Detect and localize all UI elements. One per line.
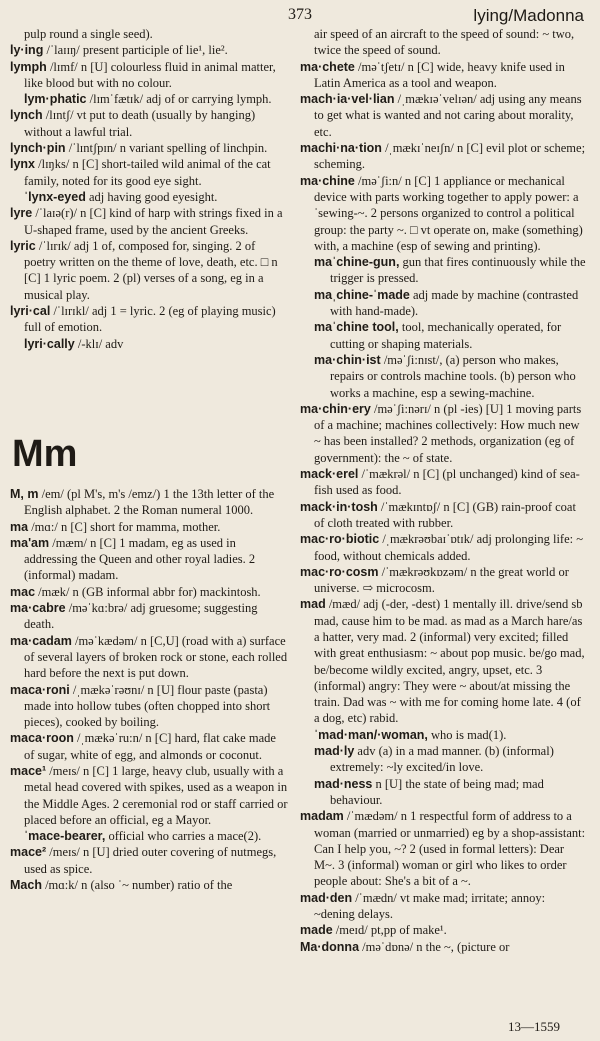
entry-definition: /meɪs/ n [C] 1 large, heavy club, usually with a metal head covered with spikes, used as a weapon in the Middle Ages. 2 ceremonial rod or staff carried or placed before an official, eg a Mayor. [24, 763, 288, 827]
entry-headword: lymph [10, 59, 47, 74]
dictionary-entry [10, 107, 288, 140]
entry-definition: /-klɪ/ adv [77, 336, 124, 351]
dictionary-entry [300, 352, 586, 401]
dictionary-entry [10, 535, 288, 584]
entry-headword: ma·chine [300, 173, 355, 188]
entry-definition: /ˈmækrəʊkɒzəm/ n the great world or universe. ⇨ microcosm. [314, 564, 569, 596]
dictionary-entry [10, 59, 288, 92]
entry-headword: mad [300, 597, 326, 612]
entry-definition: /mæk/ n (GB informal abbr for) mackintosh. [38, 584, 261, 599]
entry-headword: madam [300, 809, 344, 824]
dictionary-entry [10, 682, 288, 731]
entry-definition: /ˈlɪrɪkl/ adj 1 = lyric. 2 (eg of playing music) full of emotion. [24, 304, 276, 335]
entry-definition: /məˈʃi:nərɪ/ n (pl -ies) [U] 1 moving parts of a machine; machines collectively: How much new ~ has been installed? 2 methods, organization (eg of government): the ~ of state. [314, 401, 582, 465]
entry-definition: who is mad(1). [431, 727, 507, 742]
entry-definition: adj made by machine (contrasted with hand-made). [330, 287, 579, 319]
entry-headword: ma·chin·ery [300, 401, 371, 416]
entry-headword: ma·cabre [10, 601, 66, 616]
entry-headword: mad·ly [314, 744, 355, 759]
dictionary-entry [300, 59, 586, 92]
dictionary-entry [10, 91, 288, 107]
dictionary-entry [300, 319, 586, 352]
dictionary-entry [10, 600, 288, 633]
entry-headword: Mach [10, 878, 42, 893]
dictionary-entry [300, 287, 586, 320]
dictionary-entry [300, 564, 586, 597]
dictionary-entry [10, 336, 288, 352]
dictionary-entry [300, 254, 586, 287]
entry-headword: lynch·pin [10, 141, 66, 156]
dictionary-entry [10, 303, 288, 336]
dictionary-entry [10, 828, 288, 844]
dictionary-entry [10, 26, 288, 42]
dictionary-entry [300, 890, 586, 923]
entry-definition: /ˈmækɪntɒʃ/ n [C] (GB) rain-proof coat of cloth treated with rubber. [314, 499, 576, 530]
entry-headword: M, m [10, 486, 39, 501]
entry-definition: air speed of an aircraft to the speed of sound: ~ two, twice the speed of sound. [314, 27, 575, 58]
entry-definition: pulp round a single seed). [24, 27, 153, 41]
dictionary-entry [10, 877, 288, 893]
dictionary-entry [300, 808, 586, 889]
entry-headword: maca·roni [10, 682, 70, 697]
entry-definition: /məˈkɑ:brə/ adj gruesome; suggesting death. [24, 601, 258, 632]
entry-headword: mach·ia·vel·lian [300, 92, 395, 107]
entry-headword: mad·den [300, 890, 353, 905]
dictionary-entry [10, 486, 288, 519]
entry-headword: ma'am [10, 535, 50, 550]
dictionary-entry [10, 140, 288, 156]
entry-definition: adj having good eyesight. [88, 189, 218, 204]
entry-headword: ma·chete [300, 59, 355, 74]
entry-definition: /ˌmækəˈrəʊnɪ/ n [U] flour paste (pasta) made into hollow tubes (often chopped into short pieces), cooked by boiling. [24, 682, 271, 730]
entry-definition: /məˈtʃetɪ/ n [C] wide, heavy knife used in Latin America as a tool and weapon. [314, 59, 565, 90]
entry-definition: /məˈʃi:n/ n [C] 1 appliance or mechanical device with parts working together to apply power: a ˈsewing-~. 2 persons organized to control a political group: the party ~. □ vt operate on, make (something) with, a machine (esp of sewing and printing). [314, 173, 583, 253]
running-head: lying/Madonna [473, 6, 584, 25]
entry-headword: lynx [10, 157, 36, 172]
dictionary-entry [10, 584, 288, 600]
entry-headword: mace¹ [10, 763, 47, 778]
entry-headword: maˈchine tool, [314, 320, 399, 335]
footer-signature: 13—1559 [508, 1019, 560, 1034]
entry-headword: ˈmace-bearer, [24, 829, 106, 844]
dictionary-entry [300, 173, 586, 254]
entry-definition: /lɪntʃ/ vt put to death (usually by hanging) without a lawful trial. [24, 108, 256, 139]
entry-definition: official who carries a mace(2). [108, 829, 262, 844]
dictionary-entry [10, 730, 288, 763]
entry-definition: /em/ (pl M's, m's /emz/) 1 the 13th letter of the English alphabet. 2 the Roman numeral 1000. [24, 486, 275, 518]
left-column [10, 26, 288, 893]
dictionary-entry [10, 205, 288, 238]
entry-headword: mad·ness [314, 776, 373, 791]
entry-definition: /ˈlaɪə(r)/ n [C] kind of harp with strings fixed in a U-shaped frame, used by the ancient Greeks. [24, 206, 283, 237]
entry-definition: /ˈlaɪɪŋ/ present participle of lie¹, lie². [46, 43, 228, 58]
entry-definition: /meɪd/ pt,pp of make¹. [335, 923, 447, 938]
entry-definition: /meɪs/ n [U] dried outer covering of nutmegs, used as spice. [24, 845, 277, 876]
entry-headword: ˈmad·man/·woman, [314, 727, 428, 742]
entry-headword: lyre [10, 206, 33, 221]
entry-headword: Ma·donna [300, 939, 360, 954]
entry-definition: /məˈdɒnə/ n the ~, (picture or [362, 939, 510, 954]
entry-definition: /mɑ:/ n [C] short for mamma, mother. [31, 519, 221, 534]
entry-headword: lyri·cal [10, 304, 51, 319]
right-column-entries [300, 26, 586, 955]
dictionary-entry [300, 596, 586, 726]
entry-headword: made [300, 923, 333, 938]
entry-definition: /ˌmækɪəˈvelɪən/ adj using any means to get what is wanted and not caring about morality, etc. [314, 92, 582, 139]
entry-definition: /ˈmædəm/ n 1 respectful form of address to a woman (married or unmarried) eg by a shop-assistant: Can I help you, ~? 2 (used in formal letters): Dear M~. 3 (informal) woman or girl who likes to order people about: She's a bit of a ~. [314, 809, 586, 889]
dictionary-entry [300, 466, 586, 499]
dictionary-entry [10, 844, 288, 877]
entry-headword: maca·roon [10, 731, 74, 746]
dictionary-entry [300, 499, 586, 532]
entry-definition: gun that fires continuously while the trigger is pressed. [330, 255, 586, 286]
entry-headword: ma [10, 519, 29, 534]
entry-headword: lyric [10, 238, 36, 253]
dictionary-entry [10, 156, 288, 189]
entry-definition: /mæd/ adj (-der, -dest) 1 mentally ill. drive/send sb mad, cause him to be mad. as mad as a March hare/as a hatter, very mad. 2 (informal) very excited; filled with great enthusiasm: ~ about pop music. be/go mad, be/become wildly excited, angry, upset, etc. 3 (informal) angry: They were ~ about/at missing the train. Dad was ~ with me for coming home late. 4 (of a dog, etc) rabid. [314, 597, 585, 726]
m-section-entries [10, 486, 288, 893]
dictionary-entry [300, 743, 586, 776]
entry-definition: /ˈmækrəl/ n [C] (pl unchanged) kind of sea-fish used as food. [314, 467, 580, 498]
dictionary-entry [300, 531, 586, 564]
entry-definition: /ˈlɪrɪk/ adj 1 of, composed for, singing. 2 of poetry written on the theme of love, death, etc. □ n [C] 1 lyric poem. 2 (pl) verses of a song, eg in a musical play. [24, 238, 278, 302]
entry-definition: /lɪmf/ n [U] colourless fluid in animal matter, like blood but with no colour. [24, 59, 276, 90]
entry-headword: ma·chin·ist [314, 352, 381, 367]
entry-headword: ˈlynx-eyed [24, 189, 86, 204]
entry-definition: /ˌmækrəʊbaɪˈɒtɪk/ adj prolonging life: ~ food, without chemicals added. [314, 532, 583, 563]
entry-definition: adv (a) in a mad manner. (b) (informal) extremely: ~ly excited/in love. [330, 744, 554, 775]
dictionary-entry [300, 91, 586, 140]
entry-headword: lym·phatic [24, 92, 87, 107]
entry-definition: /ˈmædn/ vt make mad; irritate; annoy: ~dening delays. [314, 890, 546, 922]
entry-headword: machi·na·tion [300, 141, 382, 156]
dictionary-entry [10, 633, 288, 682]
entry-headword: mac [10, 584, 36, 599]
entry-definition: /məˈkædəm/ n [C,U] (road with a) surface of several layers of broken rock or stone, each rolled hard before the next is put down. [24, 633, 288, 681]
entry-headword: lynch [10, 108, 43, 123]
dictionary-entry [10, 238, 288, 303]
left-column-entries [10, 26, 288, 352]
dictionary-entry [10, 42, 288, 58]
dictionary-entry [300, 939, 586, 955]
entry-definition: /mɑ:k/ n (also ˈ~ number) ratio of the [45, 878, 233, 893]
entry-definition: n [U] the state of being mad; mad behaviour. [330, 776, 544, 807]
entry-headword: mace² [10, 845, 47, 860]
entry-definition: /ˌmækɪˈneɪʃn/ n [C] evil plot or scheme; scheming. [314, 141, 586, 172]
dictionary-entry [300, 140, 586, 173]
entry-headword: maˈchine-gun, [314, 255, 400, 270]
dictionary-entry [300, 776, 586, 809]
entry-headword: ly·ing [10, 43, 44, 58]
entry-headword: mack·erel [300, 467, 359, 482]
entry-definition: tool, mechanically operated, for cutting or shaping materials. [330, 320, 562, 351]
section-letter-heading: Mm [12, 432, 78, 475]
dictionary-entry [300, 727, 586, 743]
entry-definition: /mæm/ n [C] 1 madam, eg as used in addressing the Queen and other royal ladies. 2 (informal) madam. [24, 535, 256, 583]
entry-definition: /ˈlɪntʃpɪn/ n variant spelling of linchpin. [68, 141, 268, 156]
right-column [300, 26, 586, 955]
entry-headword: ma·cadam [10, 633, 72, 648]
dictionary-entry [300, 401, 586, 466]
entry-definition: /lɪmˈfætɪk/ adj of or carrying lymph. [89, 92, 272, 107]
entry-headword: lyri·cally [24, 336, 75, 351]
dictionary-entry [300, 26, 586, 59]
dictionary-entry [10, 189, 288, 205]
entry-headword: mac·ro·cosm [300, 564, 379, 579]
entry-headword: mack·in·tosh [300, 499, 378, 514]
dictionary-entry [10, 519, 288, 535]
dictionary-entry [10, 763, 288, 828]
entry-definition: /məˈʃi:nɪst/, (a) person who makes, repairs or controls machine tools. (b) person who works a machine, esp a sewing-machine. [330, 352, 576, 400]
entry-definition: /ˌmækəˈru:n/ n [C] hard, flat cake made of sugar, white of egg, and almonds or coconut. [24, 731, 276, 762]
dictionary-entry [300, 922, 586, 938]
page-number: 373 [288, 6, 312, 23]
entry-headword: maˌchine-ˈmade [314, 287, 410, 302]
entry-definition: /lɪŋks/ n [C] short-tailed wild animal of the cat family, noted for its good eye sight. [24, 157, 271, 188]
entry-headword: mac·ro·biotic [300, 532, 380, 547]
